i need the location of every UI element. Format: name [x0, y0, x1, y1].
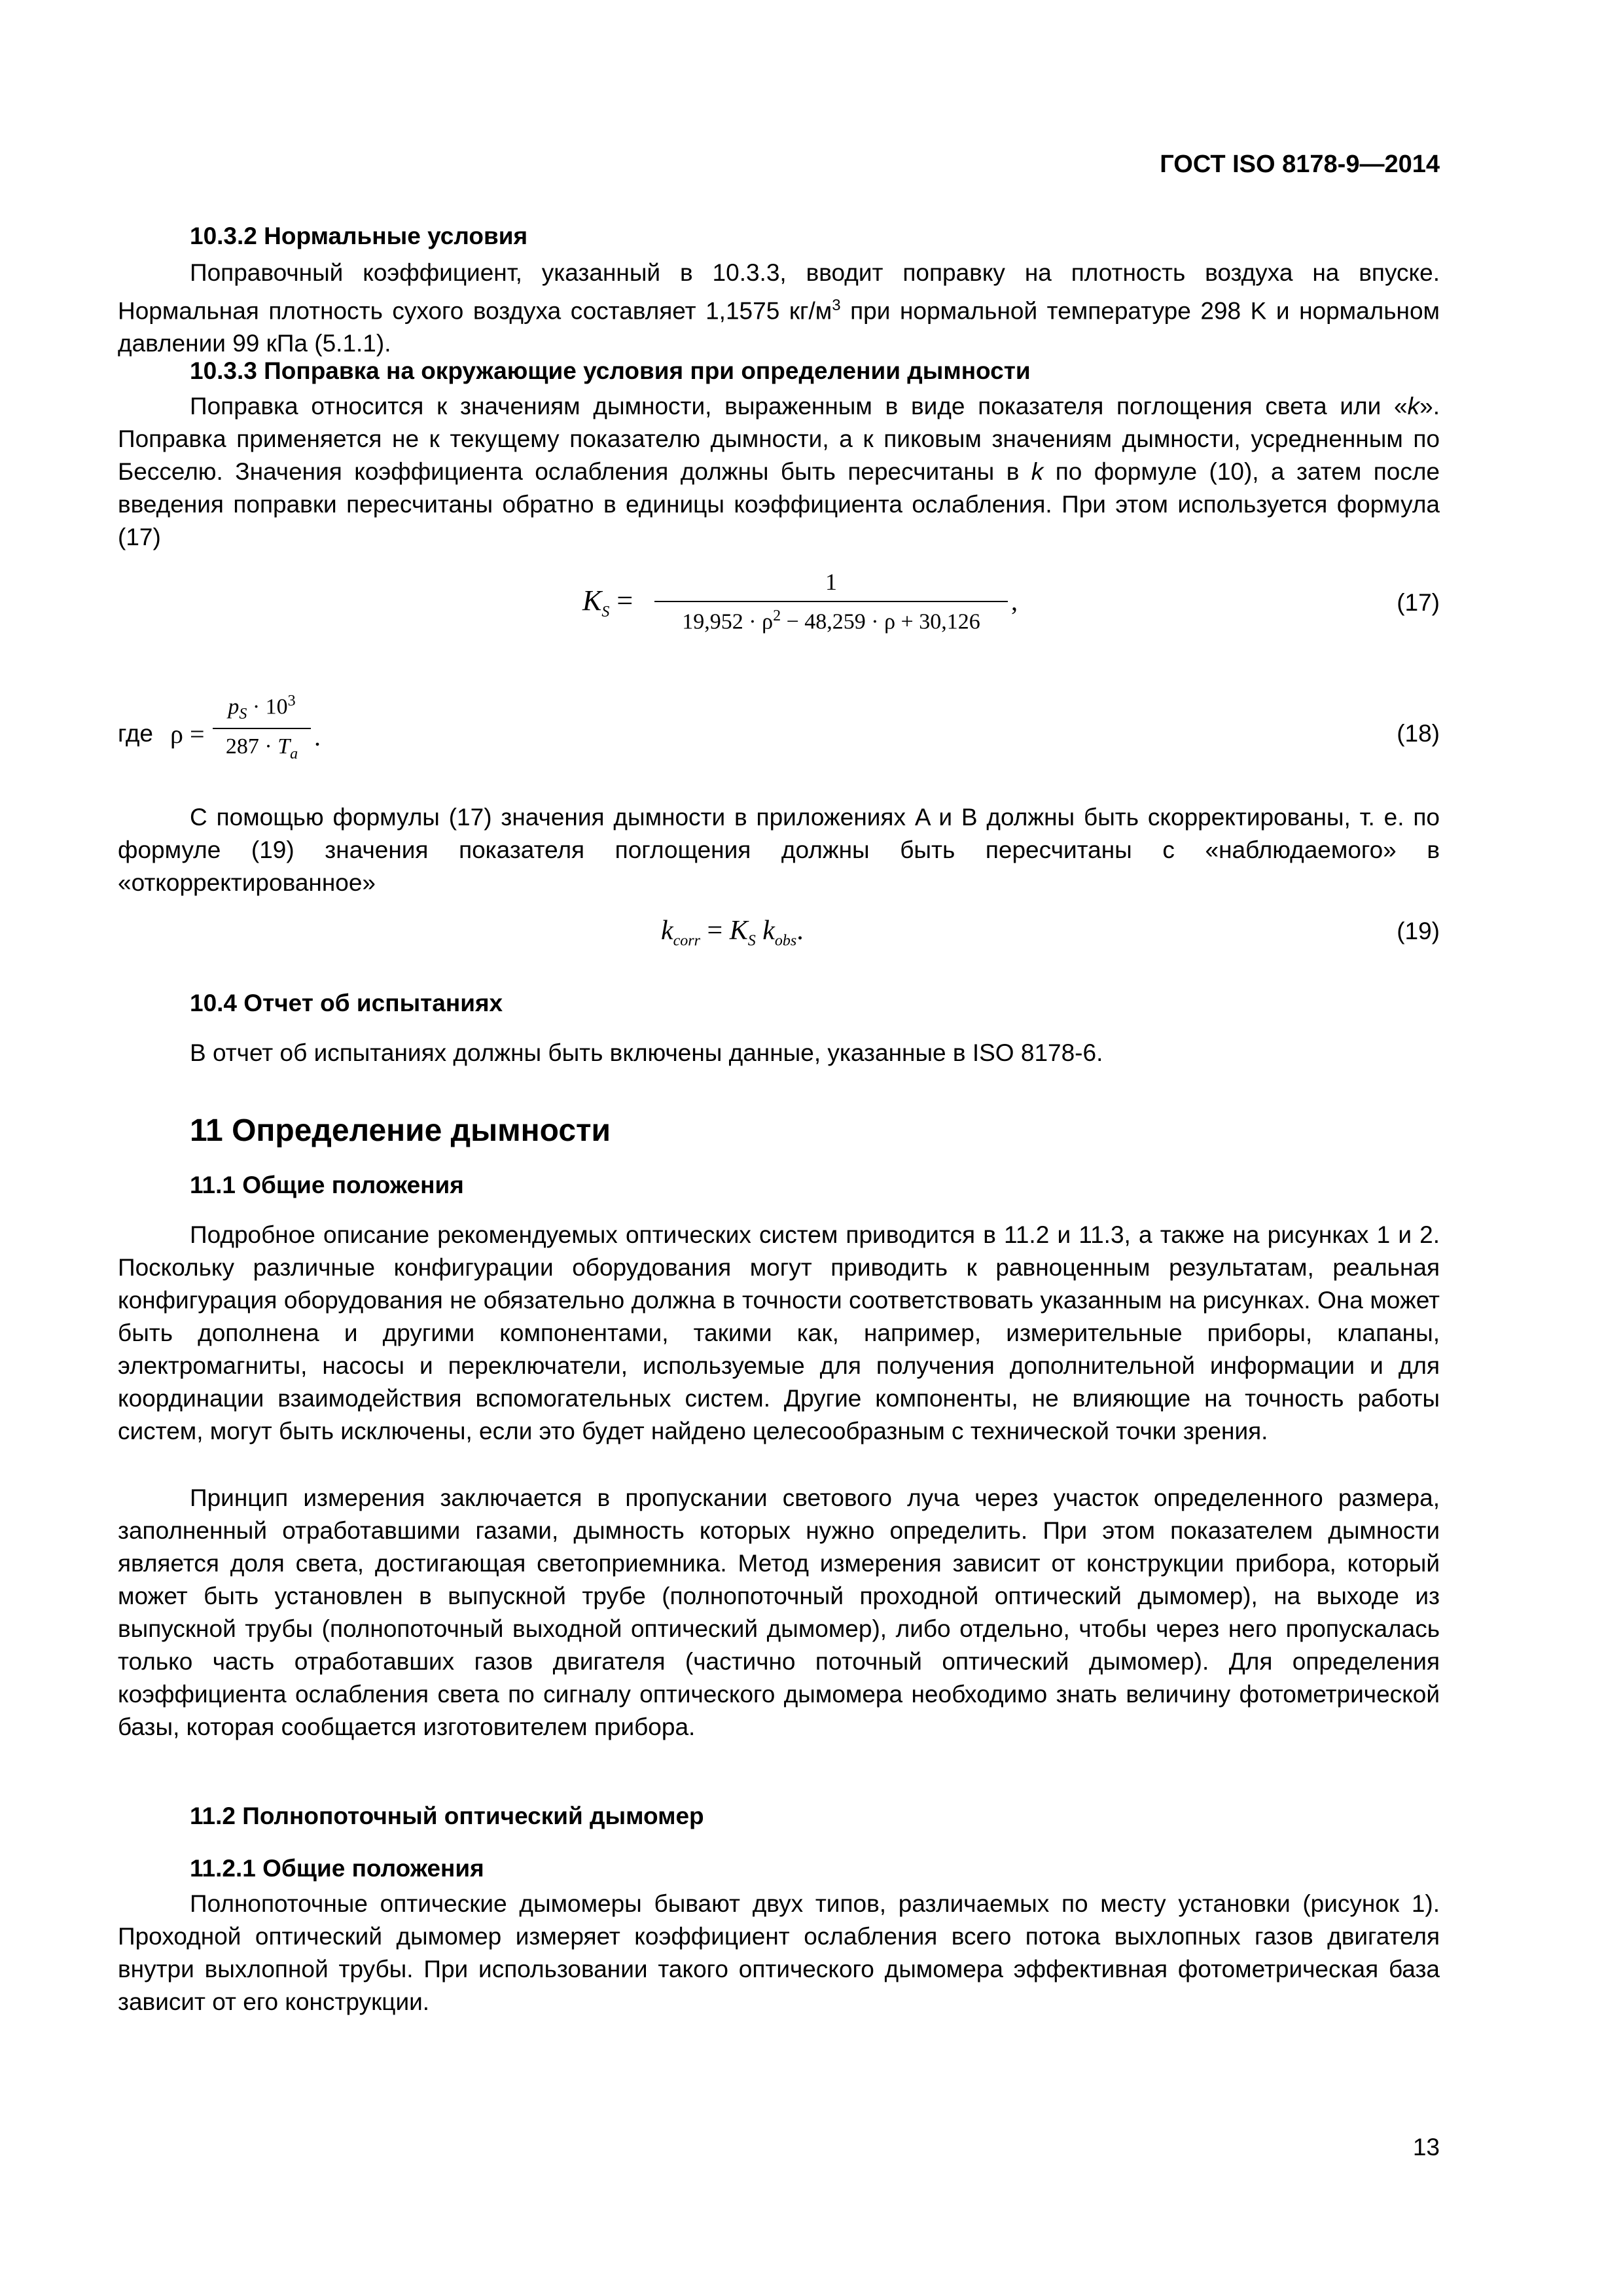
- denominator-part: − 48,259 · ρ + 30,126: [781, 609, 980, 634]
- section-11-title: 11 Определение дымности: [190, 1113, 611, 1148]
- formula-18-denominator: [213, 734, 311, 763]
- subscript-a: a: [290, 745, 298, 762]
- formula-17-comma: ,: [1011, 586, 1018, 616]
- formula-18-rho: ρ =: [170, 719, 205, 749]
- formula-17-lhs: [582, 584, 633, 621]
- symbol-k: k: [1031, 458, 1044, 485]
- section-11-2-title: 11.2 Полнопоточный оптический дымомер: [190, 1803, 704, 1829]
- denominator-part: 19,952 · ρ: [682, 609, 774, 634]
- section-10-4-paragraph: В отчет об испытаниях должны быть включены данные, указанные в ISO 8178-6.: [190, 1039, 1103, 1066]
- text-run: Поправка относится к значениям дымности, выраженным в виде показателя поглощения света или «: [190, 393, 1408, 420]
- symbol-K: K: [582, 584, 602, 617]
- symbol-K: K: [729, 916, 748, 946]
- symbol-k: k: [1407, 393, 1420, 420]
- section-11-1-paragraph-2: Принцип измерения заключается в пропускании светового луча через участок определенного размера, заполненный отработавшими газами, дымность которых нужно определить. При этом показателем дымности является доля света, достигающая светоприемника. Метод измерения зависит от конструкции прибора, который может быть установлен в выпускной трубе (полнопоточный проходной оптический дымомер), на выходе из выпускной трубы (полнопоточный выходной оптический дымомер), либо отдельно, чтобы через него пропускалась только часть отработавших газов двигателя (частично поточный оптический дымомер). Для определения коэффициента ослабления света по сигналу оптического дымомера необходимо знать величину фотометрической базы, которая сообщается изготовителем прибора.: [118, 1484, 1440, 1740]
- section-11-1-title: 11.1 Общие положения: [190, 1172, 464, 1198]
- document-header: ГОСТ ISO 8178-9—2014: [1160, 151, 1440, 178]
- denominator-part: 287 ·: [225, 734, 278, 759]
- symbol-T: T: [277, 734, 291, 759]
- section-11-1-paragraph-1: Подробное описание рекомендуемых оптических систем приводится в 11.2 и 11.3, а также на рисунках 1 и 2. Поскольку различные конфигурации оборудования могут приводить к равноценным результатам, реальная конфигурация оборудования не обязательно должна в точности соответствовать указанным на рисунках. Она может быть дополнена и другими компонентами, такими как, например, измерительные приборы, клапаны, электромагниты, насосы и переключатели, используемые для получения дополнительной информации и для координации взаимодействия вспомогательных систем. Другие компоненты, не влияющие на точность работы систем, могут быть исключены, если это будет найдено целесообразным с технической точки зрения.: [118, 1221, 1440, 1444]
- page-number: 13: [1412, 2134, 1440, 2161]
- section-10-3-2-title: 10.3.2 Нормальные условия: [190, 223, 528, 249]
- symbol-p: p: [228, 694, 240, 719]
- superscript: 3: [832, 296, 841, 314]
- subscript-S: S: [747, 932, 756, 950]
- symbol-k: k: [661, 916, 673, 946]
- equals-sign: =: [700, 916, 730, 946]
- formula-19: [661, 915, 804, 950]
- paragraph-after-formula-18: С помощью формулы (17) значения дымности в приложениях A и B должны быть скорректированы, т. е. по формуле (19) значения показателя поглощения должны быть пересчитаны с «наблюдаемого» в «откорректированное»: [118, 804, 1440, 896]
- section-11-2-1-paragraph: Полнопоточные оптические дымомеры бывают двух типов, различаемых по месту установки (рисунок 1). Проходной оптический дымомер измеряет коэффициент ослабления всего потока выхлопных газов двигателя внутри выхлопной трубы. При использовании такого оптического дымомера эффективная фотометрическая база зависит от его конструкции.: [118, 1890, 1440, 2015]
- dot: .: [796, 916, 804, 946]
- formula-18-where: где: [118, 720, 154, 747]
- formula-17-numerator: 1: [825, 569, 837, 595]
- superscript: 3: [287, 692, 296, 709]
- text-run: по формуле (10), а затем после введения поправки пересчитаны обратно в единицы коэффициента ослабления. При этом используется формула (17): [118, 458, 1440, 550]
- formula-18-dot: .: [314, 722, 321, 751]
- subscript-corr: corr: [673, 932, 700, 950]
- formula-19-number: (19): [1397, 918, 1440, 944]
- text-run: при нормальной температуре 298 K и нормальном давлении 99 кПа (5.1.1).: [118, 297, 1440, 357]
- subscript-S: S: [239, 706, 247, 723]
- symbol-k: k: [762, 916, 775, 946]
- numerator-part: · 10: [247, 694, 288, 719]
- formula-17-number: (17): [1397, 589, 1440, 616]
- section-10-3-2-paragraph: [118, 257, 1440, 360]
- text-run: ». Поправка применяется не к текущему показателю дымности, а к пиковым значениям дымности, усредненным по Бесселю. Значения коэффициента ослабления должны быть пересчитаны в: [118, 393, 1440, 485]
- fraction-bar: [213, 728, 311, 729]
- section-11-2-1-title: 11.2.1 Общие положения: [190, 1855, 484, 1882]
- formula-18-numerator: [216, 692, 308, 723]
- section-10-3-3-paragraph: [118, 390, 1440, 554]
- fraction-bar: [654, 601, 1008, 602]
- text-run: Поправочный коэффициент, указанный в 10.3.3, вводит поправку на плотность воздуха на впуске. Нормальная плотность сухого воздуха составляет 1,1575 кг/м: [118, 259, 1440, 325]
- section-10-3-3-title: 10.3.3 Поправка на окружающие условия при определении дымности: [190, 357, 1031, 384]
- subscript-S: S: [601, 603, 610, 620]
- formula-17-denominator: [654, 607, 1008, 634]
- section-10-4-title: 10.4 Отчет об испытаниях: [190, 990, 503, 1016]
- equals-sign: =: [616, 584, 633, 617]
- subscript-obs: obs: [774, 932, 797, 950]
- formula-18-number: (18): [1397, 720, 1440, 747]
- superscript: 2: [773, 607, 781, 624]
